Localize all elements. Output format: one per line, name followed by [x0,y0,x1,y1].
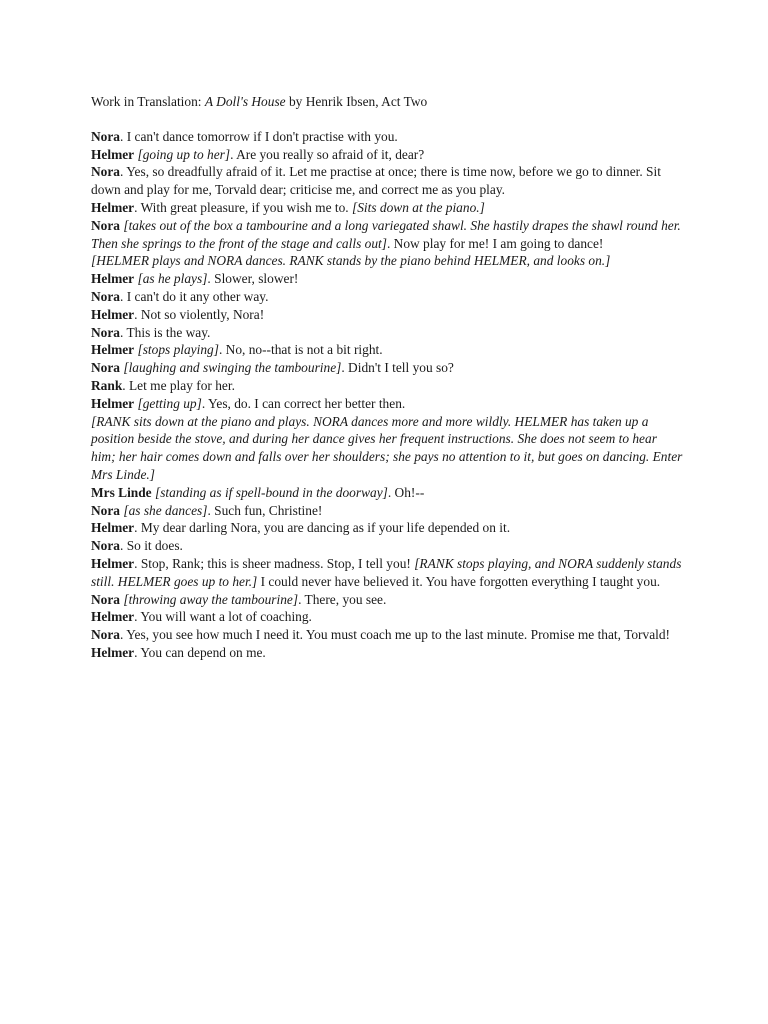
stage-direction: [standing as if spell-bound in the doorway] [155,484,388,500]
dialogue-text: . Slower, slower! [207,271,299,287]
dialogue-line [91,128,683,146]
speaker-name: Nora [91,217,121,233]
dialogue-line [91,395,683,413]
dialogue-line [91,555,683,591]
speaker-name: Mrs Linde [91,484,152,500]
stage-direction: [throwing away the tambourine] [123,591,299,607]
dialogue-line [91,217,683,253]
dialogue-line [91,270,683,288]
dialogue-text: . Such fun, Christine! [207,502,323,518]
stage-direction: [RANK stops playing, and NORA suddenly stands still. HELMER goes up to her.] [91,555,682,589]
stage-direction: [stops playing] [137,342,219,358]
dialogue-line [91,324,683,342]
dialogue-line [91,591,683,609]
speaker-name: Helmer [91,306,135,322]
stage-direction: [takes out of the box a tambourine and a long variegated shawl. She hastily drapes the shawl round her. Then she springs to the front of the stage and calls out] [91,217,681,251]
dialogue-text: . Yes, you see how much I need it. You must coach me up to the last minute. Promise me that, Torvald! [120,627,671,643]
dialogue-line [91,413,683,484]
stage-direction: [HELMER plays and NORA dances. RANK stands by the piano behind HELMER, and looks on.] [91,253,611,269]
dialogue-line [91,146,683,164]
speaker-name: Helmer [91,520,135,536]
speaker-name: Rank [91,377,123,393]
dialogue-line [91,306,683,324]
dialogue-line [91,519,683,537]
speaker-name: Nora [91,360,121,376]
heading-suffix: by Henrik Ibsen, Act Two [285,94,428,109]
speaker-name: Nora [91,591,121,607]
dialogue-line [91,288,683,306]
dialogue-text: . So it does. [120,538,183,554]
dialogue-text: . Now play for me! I am going to dance! [386,235,604,251]
dialogue-line [91,484,683,502]
script-body [91,128,683,662]
dialogue-line [91,199,683,217]
dialogue-text: . Yes, do. I can correct her better then. [201,395,406,411]
dialogue-text: . Not so violently, Nora! [134,306,265,322]
stage-direction: [getting up] [137,395,202,411]
speaker-name: Nora [91,627,121,643]
dialogue-text: . This is the way. [120,324,211,340]
speaker-name: Helmer [91,609,135,625]
speaker-name: Nora [91,288,121,304]
dialogue-line [91,252,683,270]
dialogue-line [91,537,683,555]
dialogue-text: . Didn't I tell you so? [341,360,454,376]
speaker-name: Helmer [91,555,135,571]
dialogue-text: . Yes, so dreadfully afraid of it. Let me practise at once; there is time now, before we go to dinner. Sit down and play for me, Torvald dear; criticise me, and correct me as you play. [91,164,661,198]
dialogue-text: . There, you see. [298,591,387,607]
dialogue-text: . My dear darling Nora, you are dancing as if your life depended on it. [134,520,511,536]
stage-direction: [as he plays] [137,271,208,287]
dialogue-line [91,163,683,199]
speaker-name: Nora [91,502,121,518]
dialogue-text: . You can depend on me. [134,644,266,660]
dialogue-text: . Stop, Rank; this is sheer madness. Stop, I tell you! [134,555,415,571]
dialogue-text: . No, no--that is not a bit right. [218,342,383,358]
dialogue-line [91,626,683,644]
dialogue-line [91,608,683,626]
dialogue-text: . I can't dance tomorrow if I don't practise with you. [120,128,398,144]
dialogue-text: . You will want a lot of coaching. [134,609,312,625]
dialogue-text: . Oh!-- [387,484,425,500]
stage-direction: [RANK sits down at the piano and plays. NORA dances more and more wildly. HELMER has taken up a position beside the stove, and during her dance gives her frequent instructions. She does not seem to hear him; her hair comes down and falls over her shoulders; she pays no attention to it, but goes on dancing. Enter Mrs Linde.] [91,413,683,482]
dialogue-line [91,341,683,359]
dialogue-line [91,359,683,377]
dialogue-text: . I can't do it any other way. [120,288,269,304]
speaker-name: Helmer [91,146,135,162]
speaker-name: Helmer [91,395,135,411]
dialogue-line [91,644,683,662]
dialogue-text: . With great pleasure, if you wish me to. [134,199,353,215]
heading-play-title: A Doll's House [204,94,286,109]
dialogue-line [91,377,683,395]
speaker-name: Helmer [91,199,135,215]
dialogue-line [91,502,683,520]
dialogue-text: I could never have believed it. You have forgotten everything I taught you. [257,573,661,589]
document-heading [91,93,683,111]
dialogue-text: . Let me play for her. [122,377,235,393]
stage-direction: [as she dances] [123,502,208,518]
stage-direction: [laughing and swinging the tambourine] [123,360,342,376]
dialogue-text: . Are you really so afraid of it, dear? [230,146,425,162]
speaker-name: Nora [91,128,121,144]
speaker-name: Nora [91,164,121,180]
speaker-name: Helmer [91,644,135,660]
speaker-name: Nora [91,324,121,340]
stage-direction: [Sits down at the piano.] [352,199,485,215]
speaker-name: Helmer [91,342,135,358]
document-page [91,93,683,662]
heading-prefix: Work in Translation: [91,94,205,109]
stage-direction: [going up to her] [137,146,231,162]
speaker-name: Nora [91,538,121,554]
speaker-name: Helmer [91,271,135,287]
